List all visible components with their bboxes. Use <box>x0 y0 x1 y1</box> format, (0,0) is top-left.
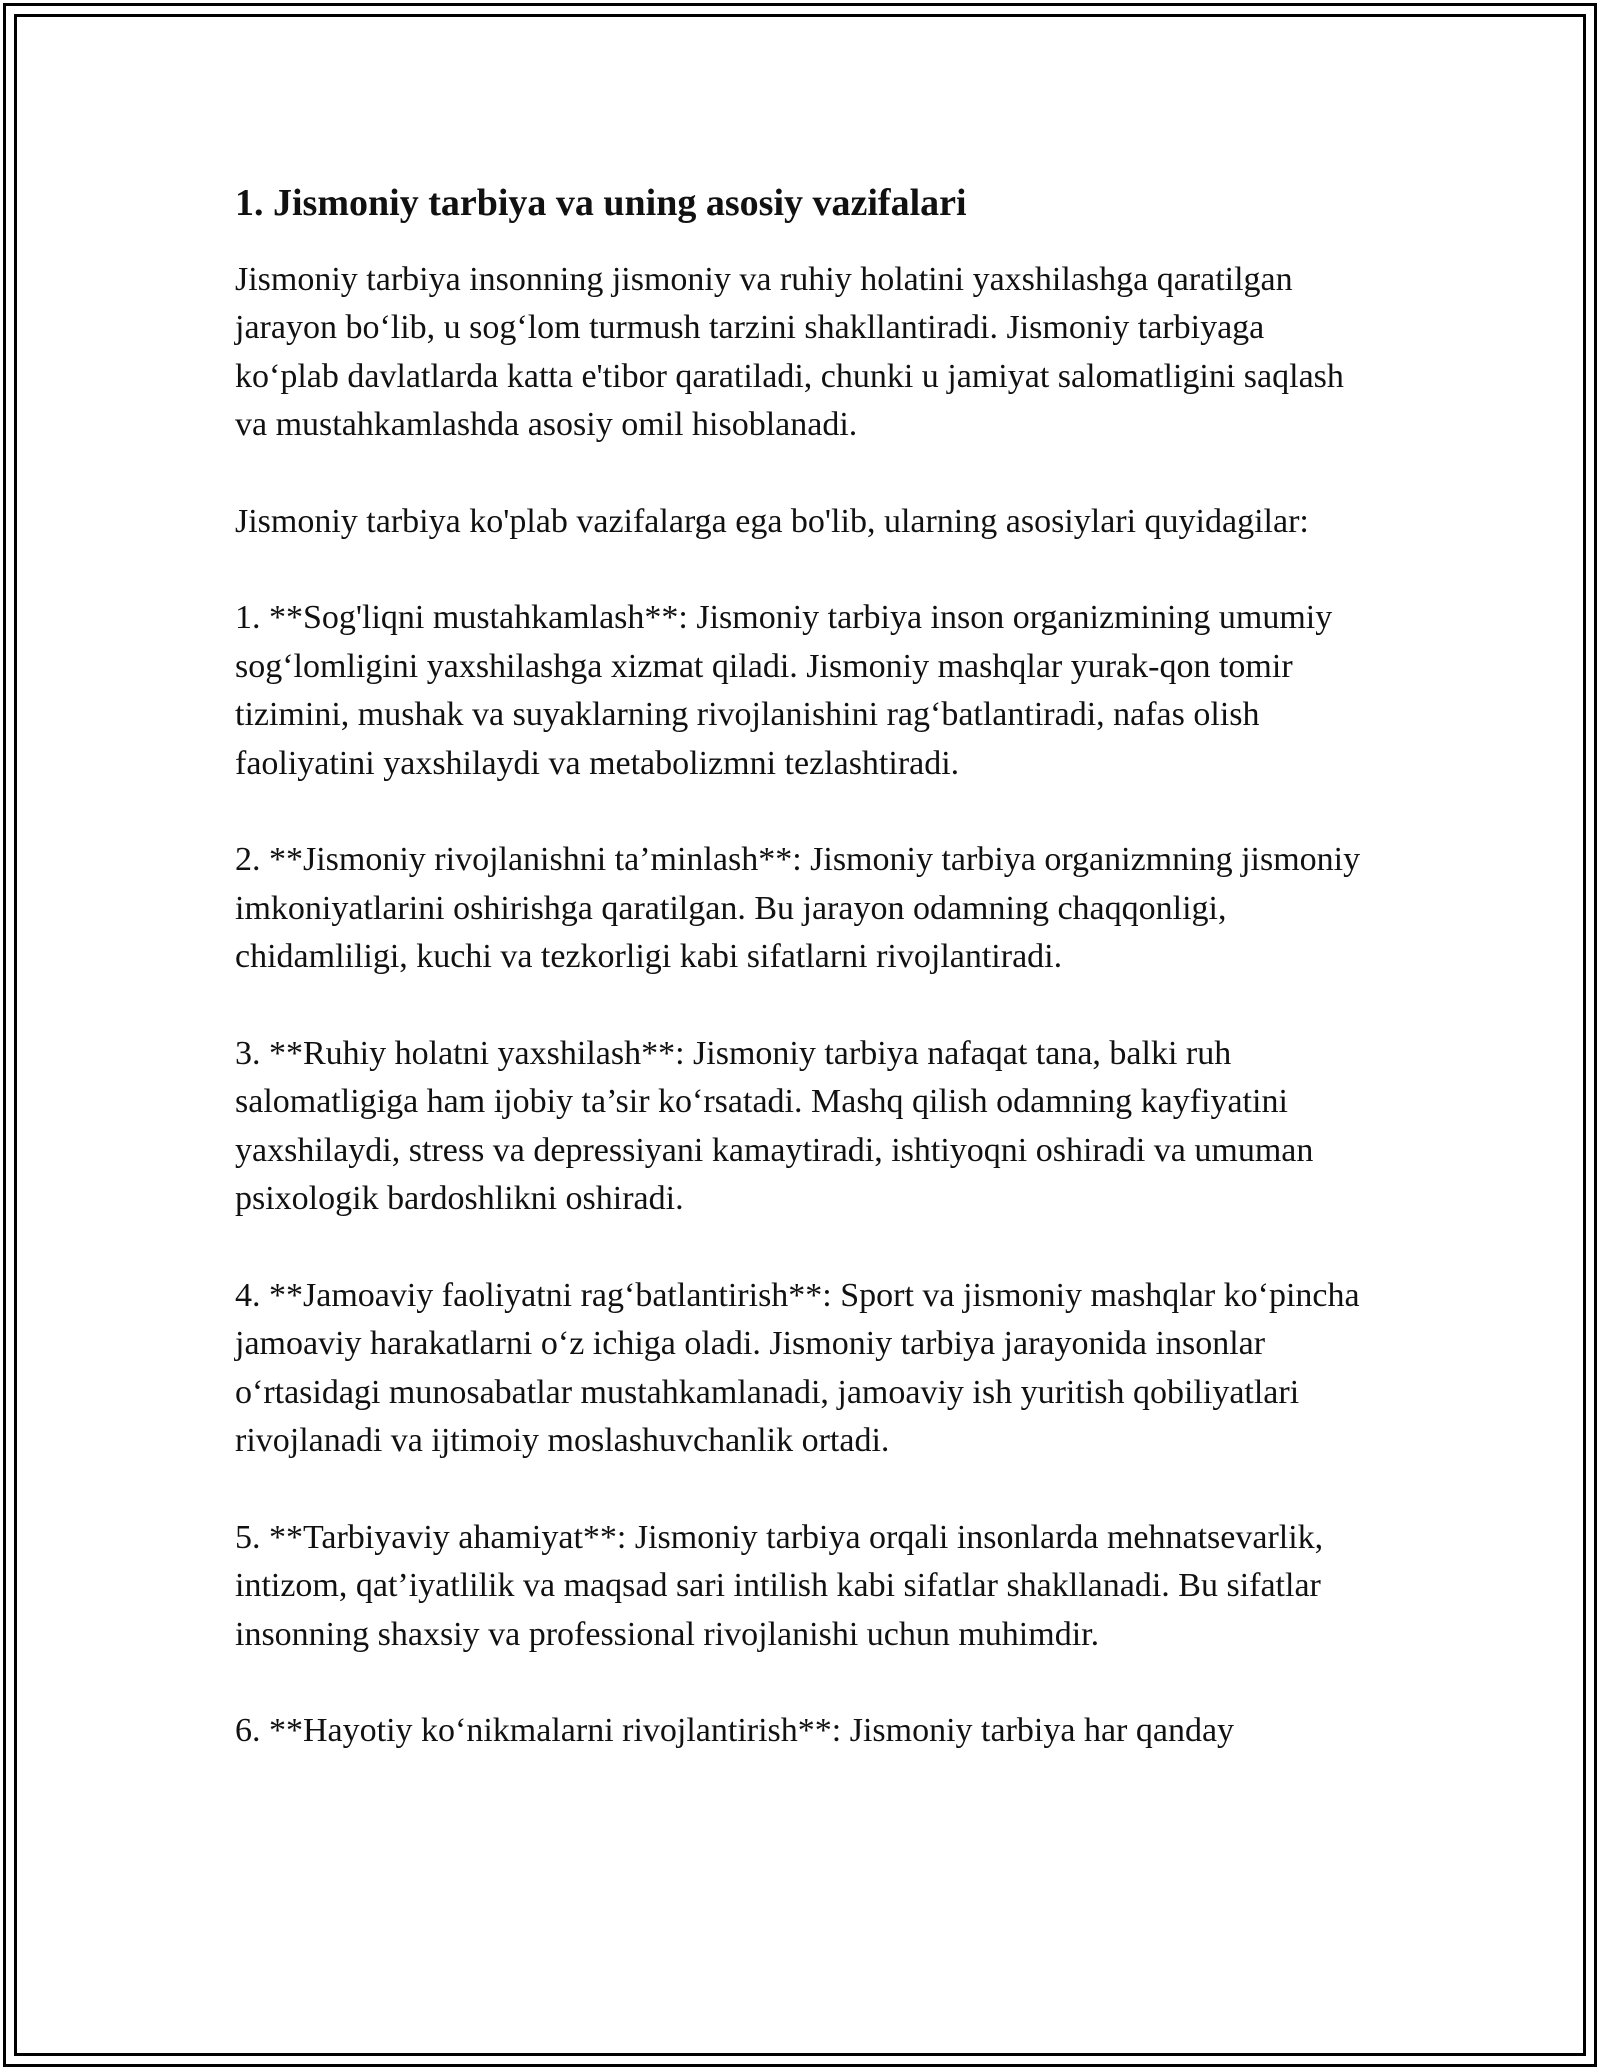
paragraph-item-2: 2. **Jismoniy rivojlanishni ta’minlash**: Jismoniy tarbiya organizmning jismoniy imkoniyatlarini oshirishga qaratilgan. Bu jarayon odamning chaqqonligi, chidamliligi, kuchi va tezkorligi kabi sifatlarni rivojlantiradi. <box>235 841 1361 975</box>
paragraph-intro: Jismoniy tarbiya insonning jismoniy va ruhiy holatini yaxshilashga qaratilgan jarayon bo‘lib, u sog‘lom turmush tarzini shakllantiradi. Jismoniy tarbiyaga ko‘plab davlatlarda katta e'tibor qaratiladi, chunki u jamiyat salomatligini saqlash va mustahkamlashda asosiy omil hisoblanadi. <box>235 260 1344 443</box>
paragraph-tasks-intro: Jismoniy tarbiya ko'plab vazifalarga ega bo'lib, ularning asosiylari quyidagilar: <box>235 502 1309 540</box>
paragraph-item-5: 5. **Tarbiyaviy ahamiyat**: Jismoniy tarbiya orqali insonlarda mehnatsevarlik, intizom, qat’iyatlilik va maqsad sari intilish kabi sifatlar shakllanadi. Bu sifatlar insonning shaxsiy va professional rivojlanishi uchun muhimdir. <box>235 1518 1324 1653</box>
paragraph-item-4: 4. **Jamoaviy faoliyatni rag‘batlantirish**: Sport va jismoniy mashqlar ko‘pincha jamoaviy harakatlarni o‘z ichiga oladi. Jismoniy tarbiya jarayonida insonlar o‘rtasidagi munosabatlar mustahkamlanadi, jamoaviy ish yuritish qobiliyatlari rivojlanadi va ijtimoiy moslashuvchanlik ortadi. <box>235 1276 1360 1459</box>
paragraph-item-1: 1. **Sog'liqni mustahkamlash**: Jismoniy tarbiya inson organizmining umumiy sog‘lomligini yaxshilashga xizmat qiladi. Jismoniy mashqlar yurak-qon tomir tizimini, mushak va suyaklarning rivojlanishini rag‘batlantiradi, nafas olish faoliyatini yaxshilaydi va metabolizmni tezlashtiradi. <box>235 599 1333 782</box>
document-body <box>235 180 1375 1804</box>
paragraph-item-6: 6. **Hayotiy ko‘nikmalarni rivojlantirish**: Jismoniy tarbiya har qanday <box>235 1712 1235 1749</box>
paragraph-item-3: 3. **Ruhiy holatni yaxshilash**: Jismoniy tarbiya nafaqat tana, balki ruh salomatligiga ham ijobiy ta’sir ko‘rsatadi. Mashq qilish odamning kayfiyatini yaxshilaydi, stress va depressiyani kamaytiradi, ishtiyoqni oshiradi va umuman psixologik bardoshlikni oshiradi. <box>235 1034 1314 1217</box>
section-heading: 1. Jismoniy tarbiya va uning asosiy vazifalari <box>235 182 967 224</box>
